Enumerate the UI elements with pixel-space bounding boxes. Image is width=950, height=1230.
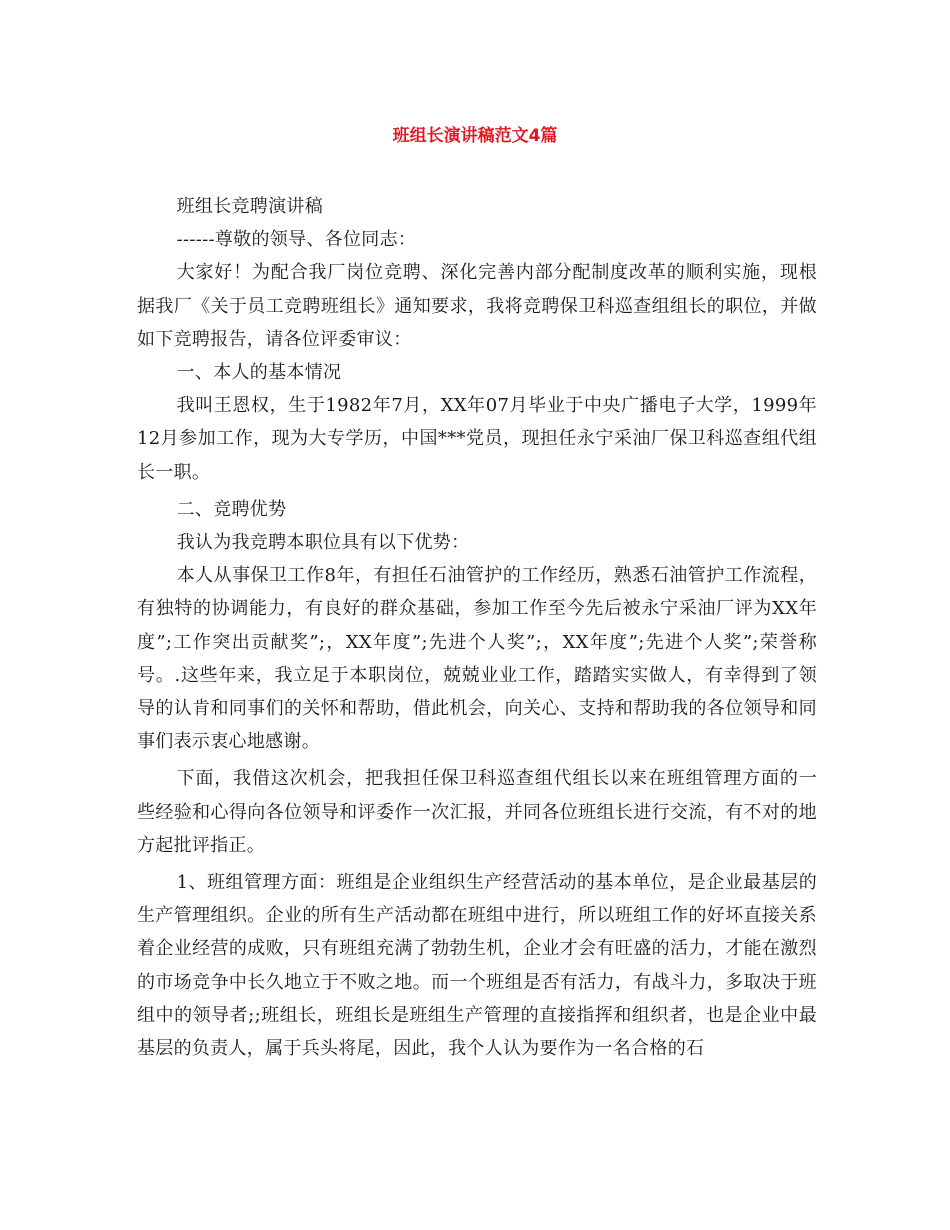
opening-paragraph: 大家好！为配合我厂岗位竞聘、深化完善内部分配制度改革的顺利实施，现根据我厂《关于员工竞聘班组长》通知要求，我将竞聘保卫科巡查组组长的职位，并做如下竞聘报告，请各位评委审议： xyxy=(137,262,817,350)
salutation: ------尊敬的领导、各位同志： xyxy=(176,229,417,251)
document-title: 班组长演讲稿范文4篇 xyxy=(392,126,558,146)
speech-heading: 班组长竞聘演讲稿 xyxy=(176,196,323,217)
team-management-paragraph: 1、班组管理方面：班组是企业组织生产经营活动的基本单位，是企业最基层的生产管理组织。企业的所有生产活动都在班组中进行，所以班组工作的好坏直接关系着企业经营的成败，只有班组充满了勃勃生机，企业才会有旺盛的活力，才能在激烈的市场竞争中长久地立于不败之地。而一个班组是否有活力，有战斗力，多取决于班组中的领导者;;班组长，班组长是班组生产管理的直接指挥和组织者，也是企业中最基层的负责人，属于兵头将尾，因此，我个人认为要作为一名合格的石 xyxy=(137,872,817,1060)
section-heading-advantages: 二、竞聘优势 xyxy=(176,498,287,520)
basic-info-paragraph: 我叫王恩权，生于1982年7月，XX年07月毕业于中央广播电子大学，1999年12月参加工作，现为大专学历，中国***党员，现担任永宁采油厂保卫科巡查组代组长一职。 xyxy=(137,395,817,483)
document-body xyxy=(137,190,817,1065)
report-intro-paragraph: 下面，我借这次机会，把我担任保卫科巡查组代组长以来在班组管理方面的一些经验和心得向各位领导和评委作一次汇报，并同各位班组长进行交流，有不对的地方起批评指正。 xyxy=(137,768,817,856)
advantages-paragraph: 本人从事保卫工作8年，有担任石油管护的工作经历，熟悉石油管护工作流程，有独特的协调能力，有良好的群众基础，参加工作至今先后被永宁采油厂评为XX年度”;工作突出贡献奖”;，XX年度”;先进个人奖”;，XX年度”;先进个人奖”;荣誉称号。.这些年来，我立足于本职岗位，兢兢业业工作，踏踏实实做人，有幸得到了领导的认肯和同事们的关怀和帮助，借此机会，向关心、支持和帮助我的各位领导和同事们表示衷心地感谢。 xyxy=(137,565,817,753)
advantages-intro: 我认为我竞聘本职位具有以下优势： xyxy=(176,532,470,554)
section-heading-basic-info: 一、本人的基本情况 xyxy=(176,362,342,384)
